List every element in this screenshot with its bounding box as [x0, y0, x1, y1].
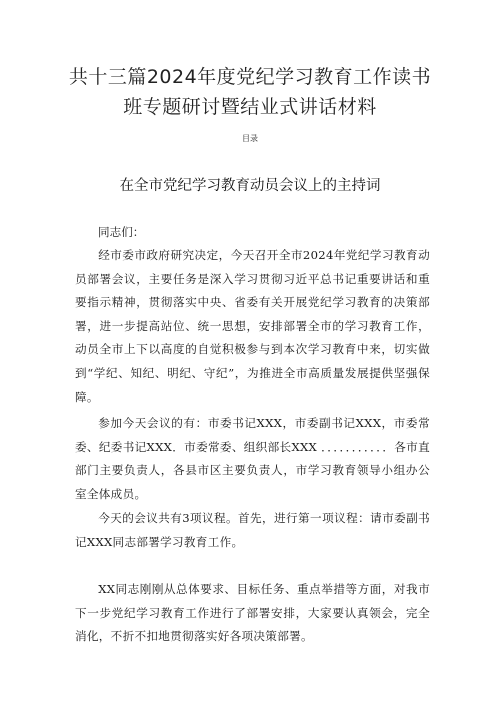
document-title: 共十三篇2024年度党纪学习教育工作读书班专题研讨暨结业式讲话材料 — [68, 66, 432, 118]
table-of-contents-label: 目录 — [242, 134, 258, 143]
body-paragraph — [75, 412, 430, 506]
body-paragraph — [75, 507, 430, 554]
paragraph-text: 经市委市政府研究决定，今天召开全市2024年党纪学习教育动员部署会议，主要任务是深入学习贯彻习近平总书记重要讲话和重要指示精神，贯彻落实中央、省委有关开展党纪学习教育的决策部署，进一步提高站位、统一思想，安排部署全市的学习教育工作，动员全市上下以高度的自觉积极参与到本次学习教育中来，切实做到“学纪、知纪、明纪、守纪”，为推进全市高质量发展提供坚强保障。 — [75, 248, 430, 404]
body-paragraph — [75, 244, 430, 409]
salutation: 同志们： — [98, 225, 145, 239]
section-title: 在全市党纪学习教育动员会议上的主持词 — [119, 178, 381, 194]
paragraph-text: 参加今天会议的有：市委书记XXX，市委副书记XXX，市委常委、纪委书记XXX．市委常委、组织部长XXX ．．．．．．．．．．．各市直部门主要负责人，各县市区主要负责人，市学习教育领导小组办公室全体成员。 — [75, 416, 430, 501]
body-paragraph — [75, 578, 430, 649]
paragraph-text: XX同志刚刚从总体要求、目标任务、重点举措等方面，对我市下一步党纪学习教育工作进行了部署安排，大家要认真领会，完全消化，不折不扣地贯彻落实好各项决策部署。 — [75, 582, 430, 644]
paragraph-text: 今天的会议共有3项议程。首先，进行第一项议程：请市委副书记XXX同志部署学习教育工作。 — [75, 511, 430, 549]
